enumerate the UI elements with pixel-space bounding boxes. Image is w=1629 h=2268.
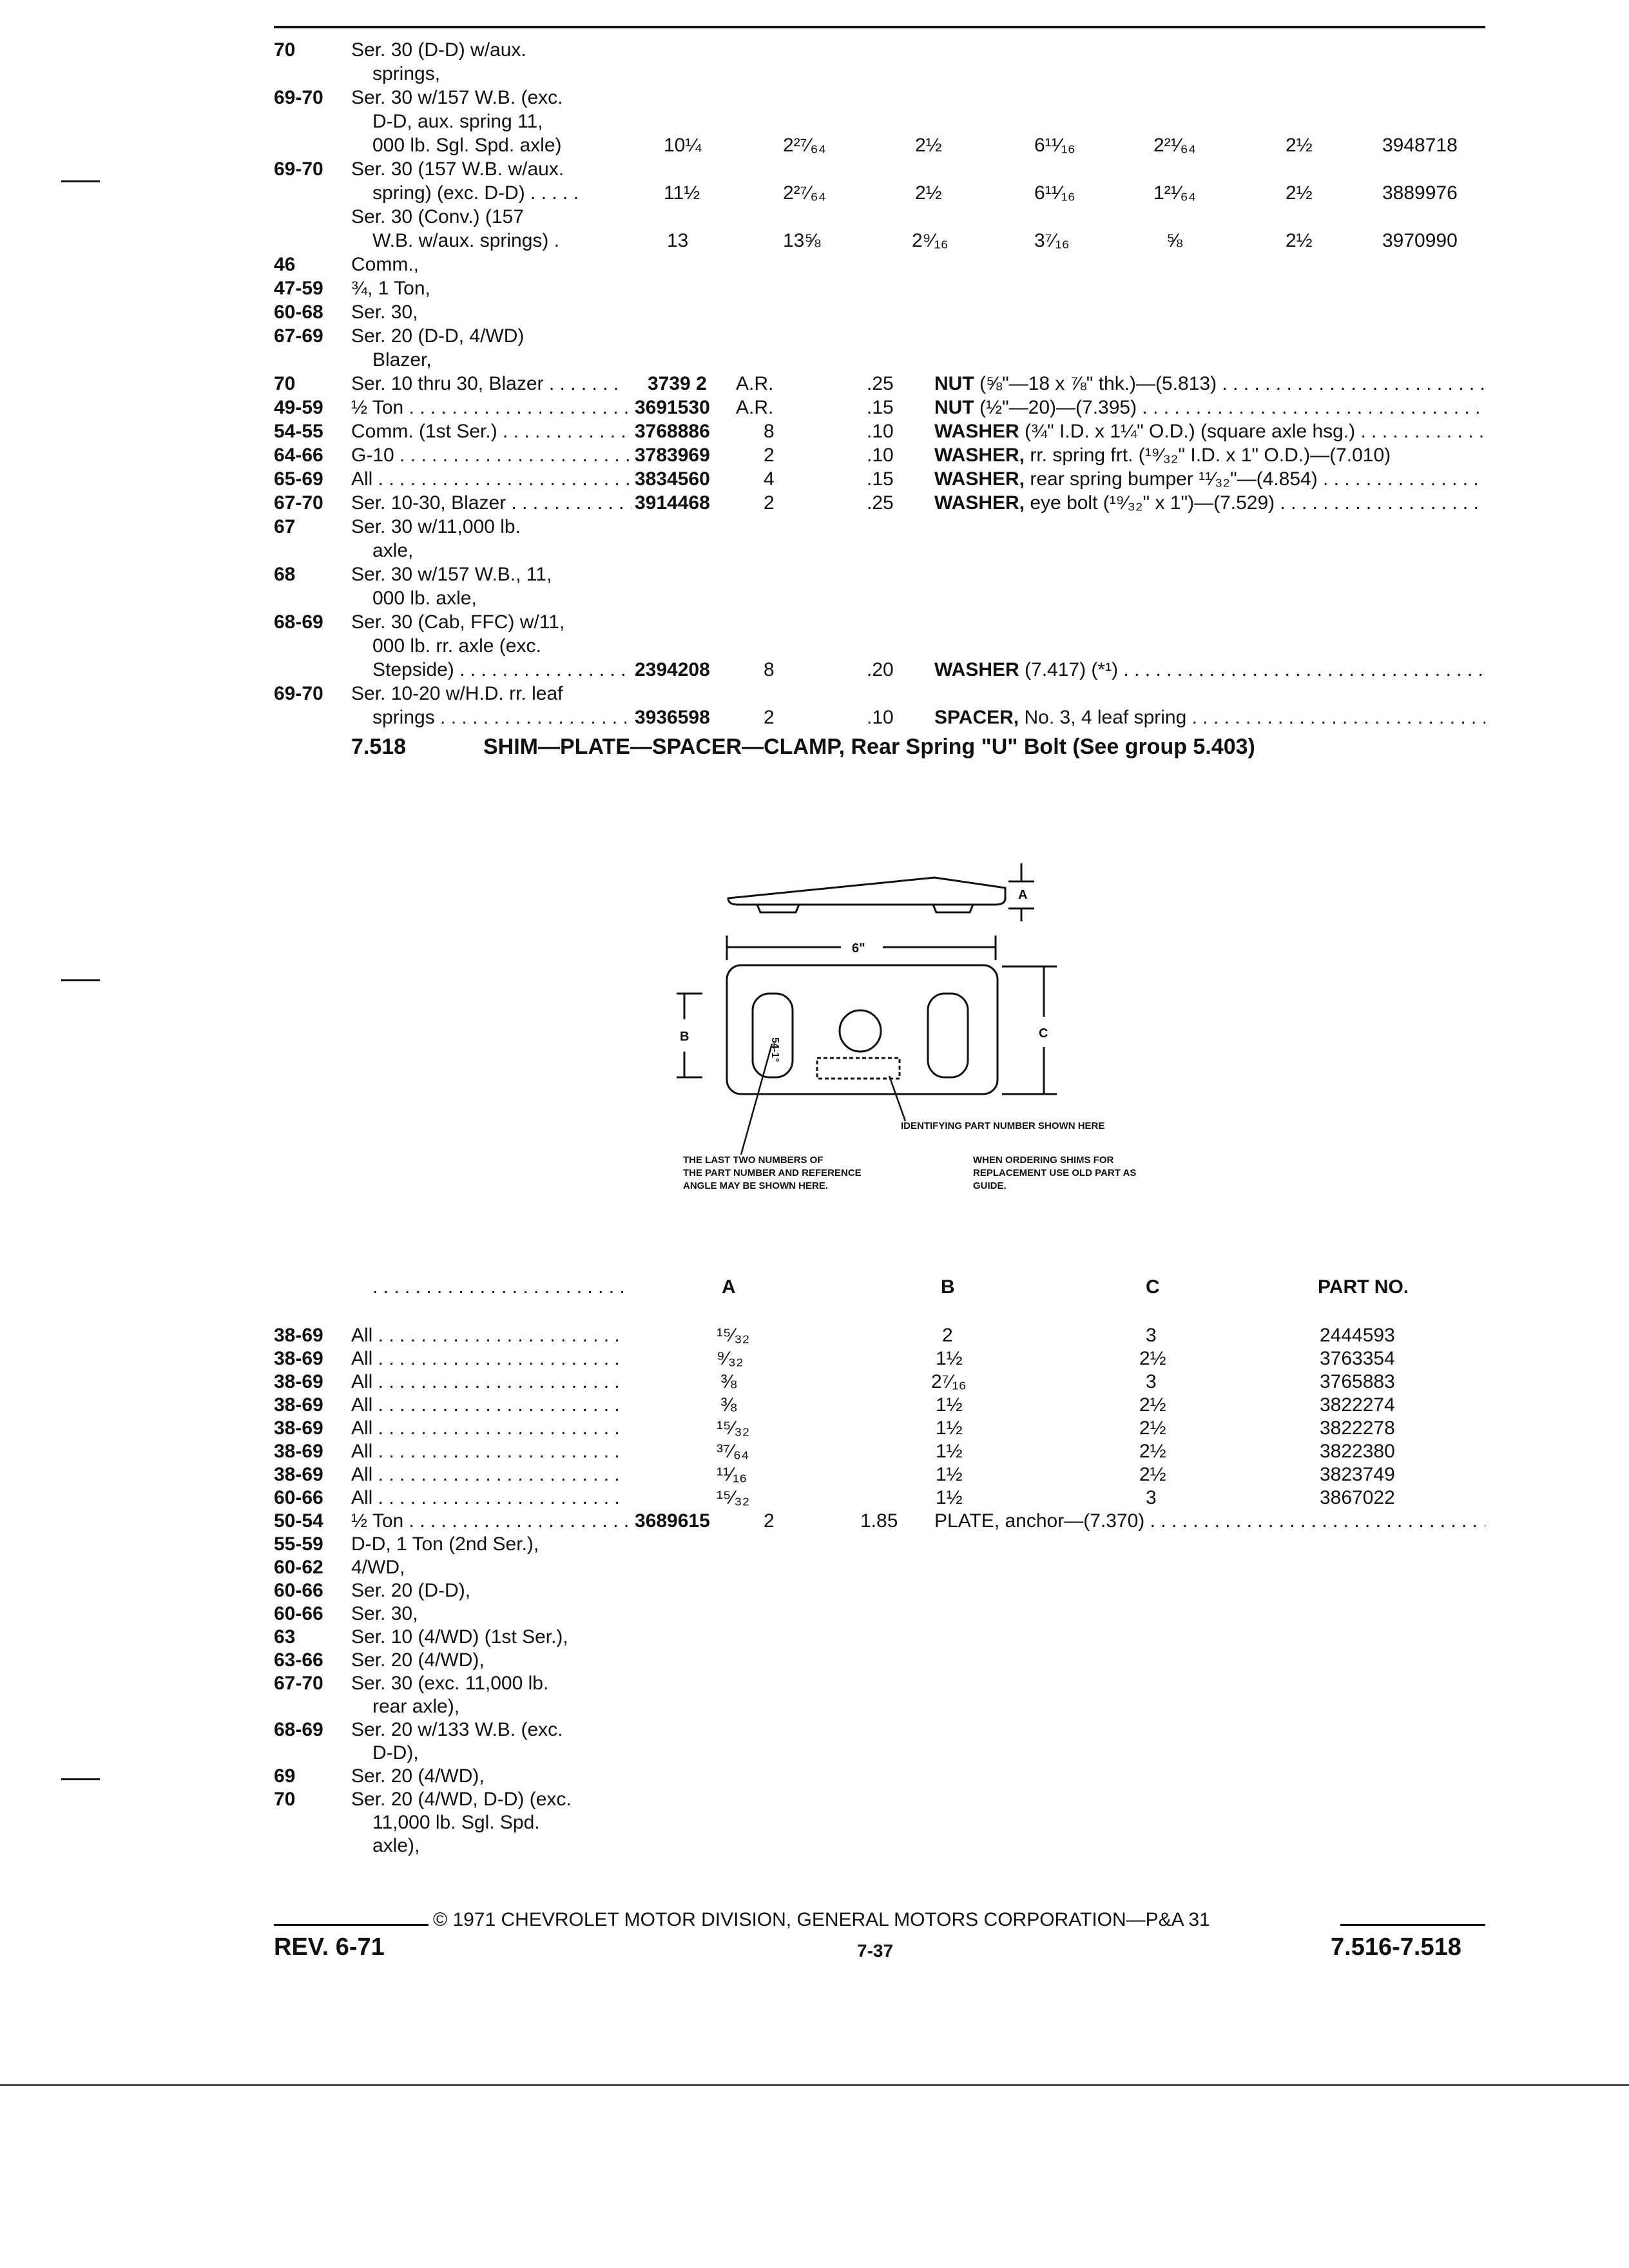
value-cell: ⅝: [1166, 230, 1183, 251]
desc-cell: Ser. 20 (4/WD, D-D) (exc.: [351, 1789, 572, 1810]
b-cell: 2⁷⁄₁₆: [931, 1371, 967, 1392]
price-cell: .20: [867, 659, 894, 680]
desc-cell: Ser. 20 w/133 W.B. (exc.: [351, 1719, 563, 1740]
desc-cell: G-10 . . .: [351, 444, 631, 467]
c-cell: 2½: [1139, 1394, 1166, 1416]
desc-cell: Ser. 20 (4/WD),: [351, 1649, 485, 1671]
shim-side-view: [728, 878, 1005, 905]
part-number: 3889976: [1382, 182, 1458, 204]
a-cell: ¹⁵⁄₃₂: [717, 1325, 750, 1346]
center-hole: [840, 1010, 881, 1052]
part-number: 3914468: [635, 492, 710, 514]
value-cell: 2⁹⁄₁₆: [912, 230, 949, 251]
desc-cell: Ser. 20 (D-D, 4/WD): [351, 325, 525, 347]
part-number: 3783969: [635, 445, 710, 466]
desc-cell: axle,: [372, 540, 414, 561]
year-cell: 70: [274, 39, 296, 61]
desc-cell: Comm. (1st Ser.) . . .: [351, 420, 631, 443]
year-cell: 64-66: [274, 445, 323, 466]
part-number: 3823749: [1320, 1464, 1395, 1485]
desc-cell: Ser. 30,: [351, 302, 418, 323]
top-rule: [274, 26, 1485, 28]
value-cell: 2½: [915, 135, 942, 156]
year-cell: 55-59: [274, 1533, 323, 1555]
value-cell: 13: [667, 230, 689, 251]
value-cell: 13⅝: [783, 230, 821, 251]
desc-cell: All . . .: [351, 1417, 622, 1440]
part-number: 3822380: [1320, 1441, 1395, 1462]
page-number: 7-37: [857, 1941, 894, 1961]
part-number: 3822278: [1320, 1418, 1395, 1439]
year-cell: 54-55: [274, 421, 323, 442]
desc-cell: Ser. 10 thru 30, Blazer . . . . .: [351, 372, 622, 396]
year-cell: 38-69: [274, 1418, 323, 1439]
header-dots: [372, 1276, 624, 1299]
part-number-box: [817, 1058, 900, 1079]
qty-cell: 4: [764, 468, 775, 490]
price-cell: .25: [867, 373, 894, 394]
b-cell: 1½: [936, 1464, 963, 1485]
year-cell: 69-70: [274, 683, 323, 704]
price-cell: .15: [867, 468, 894, 490]
desc-cell: springs,: [372, 63, 441, 84]
year-cell: 38-69: [274, 1394, 323, 1416]
slot-left: [753, 994, 793, 1077]
c-cell: 2½: [1139, 1418, 1166, 1439]
section-range: 7.516-7.518: [1331, 1934, 1461, 1961]
price-cell: .10: [867, 421, 894, 442]
note-right-2: REPLACEMENT USE OLD PART AS: [973, 1168, 1137, 1178]
identify-label: IDENTIFYING PART NUMBER SHOWN HERE: [901, 1120, 1105, 1131]
part-number: 3691530: [635, 397, 710, 418]
a-cell: ⅜: [720, 1371, 737, 1392]
value-cell: 2²⁷⁄₆₄: [783, 182, 826, 204]
desc-cell: Ser. 10 (4/WD) (1st Ser.),: [351, 1626, 568, 1648]
desc-cell: ½ Ton . . .: [351, 1510, 631, 1533]
a-cell: ¹⁵⁄₃₂: [717, 1487, 750, 1508]
desc-cell: All . . .: [351, 1324, 622, 1347]
part-number: 2394208: [635, 659, 710, 680]
value-cell: 2²⁷⁄₆₄: [783, 135, 826, 156]
part-number: 3936598: [635, 707, 710, 728]
desc-cell: All . . .: [351, 1486, 622, 1510]
year-cell: 69: [274, 1765, 296, 1787]
value-cell: 6¹¹⁄₁₆: [1034, 135, 1075, 156]
b-cell: 1½: [936, 1418, 963, 1439]
desc-cell: All . . .: [351, 1394, 622, 1417]
year-cell: 67: [274, 516, 296, 537]
value-cell: 11½: [664, 182, 700, 204]
c-cell: 3: [1146, 1325, 1157, 1346]
desc-cell: rear axle),: [372, 1696, 460, 1717]
price-cell: .15: [867, 397, 894, 418]
a-cell: ¹⁵⁄₃₂: [717, 1418, 750, 1439]
year-cell: 68-69: [274, 1719, 323, 1740]
qty-cell: A.R.: [736, 397, 774, 418]
year-cell: 46: [274, 254, 296, 275]
margin-tick: [61, 180, 100, 182]
part-name-cell: WASHER, rr. spring frt. (¹⁹⁄₃₂" I.D. x 1" O.D.)—(7.010): [934, 445, 1391, 466]
desc-cell: Blazer,: [372, 349, 432, 370]
desc-cell: Ser. 20 (D-D),: [351, 1580, 471, 1601]
desc-cell: Comm.,: [351, 254, 419, 275]
desc-cell: D-D, aux. spring 11,: [372, 111, 543, 132]
part-name-cell: WASHER (¾" I.D. x 1¼" O.D.) (square axle hsg.) . . .: [934, 420, 1485, 443]
b-cell: 1½: [936, 1348, 963, 1369]
b-cell: 1½: [936, 1441, 963, 1462]
stamp-label: 54-1°: [769, 1037, 780, 1062]
desc-cell: axle),: [372, 1835, 420, 1856]
a-cell: ⅜: [720, 1394, 737, 1416]
desc-cell: All . . .: [351, 468, 631, 491]
desc-cell: springs . . .: [372, 706, 630, 729]
year-cell: 50-54: [274, 1510, 323, 1532]
dim-a-label: A: [1018, 888, 1028, 902]
revision: REV. 6-71: [274, 1934, 385, 1961]
desc-cell: All . . .: [351, 1370, 622, 1394]
price-cell: 1.85: [860, 1510, 898, 1532]
year-cell: 49-59: [274, 397, 323, 418]
shim-diagram: [0, 850, 1629, 1237]
part-name-cell: WASHER, eye bolt (¹⁹⁄₃₂" x 1")—(7.529) . . .: [934, 492, 1485, 515]
qty-cell: 8: [764, 659, 775, 680]
part-number: 3948718: [1382, 135, 1458, 156]
year-cell: 70: [274, 1789, 296, 1810]
header-b: B: [941, 1276, 955, 1298]
year-cell: 38-69: [274, 1464, 323, 1485]
qty-cell: 8: [764, 421, 775, 442]
desc-cell: 11,000 lb. Sgl. Spd.: [372, 1812, 540, 1833]
year-cell: 60-62: [274, 1557, 323, 1578]
desc-cell: Stepside) . . .: [372, 658, 630, 682]
part-number: 3739 2: [648, 373, 707, 394]
part-number: 3970990: [1382, 230, 1458, 251]
part-name-cell: PLATE, anchor—(7.370) . . .: [934, 1510, 1485, 1533]
desc-cell: Ser. 10-30, Blazer . . .: [351, 492, 631, 515]
part-number: 3834560: [635, 468, 710, 490]
desc-cell: Ser. 30 (D-D) w/aux.: [351, 39, 526, 61]
value-cell: 2½: [1286, 182, 1313, 204]
desc-cell: Ser. 30 (Cab, FFC) w/11,: [351, 611, 565, 633]
year-cell: 65-69: [274, 468, 323, 490]
qty-cell: 2: [764, 1510, 775, 1532]
year-cell: 60-66: [274, 1580, 323, 1601]
value-cell: 2²¹⁄₆₄: [1153, 135, 1197, 156]
note-left-2: THE PART NUMBER AND REFERENCE: [683, 1168, 862, 1178]
value-cell: 3⁷⁄₁₆: [1034, 230, 1070, 251]
dim-c-label: C: [1039, 1026, 1048, 1041]
desc-cell: Ser. 30 (157 W.B. w/aux.: [351, 159, 564, 180]
header-c: C: [1146, 1276, 1160, 1298]
c-cell: 2½: [1139, 1441, 1166, 1462]
year-cell: 69-70: [274, 87, 323, 108]
desc-cell: Ser. 10-20 w/H.D. rr. leaf: [351, 683, 563, 704]
desc-cell: All . . .: [351, 1347, 622, 1370]
value-cell: 2½: [915, 182, 942, 204]
desc-cell: Ser. 30 w/157 W.B., 11,: [351, 564, 552, 585]
header-a: A: [722, 1276, 736, 1298]
desc-cell: 000 lb. axle,: [372, 588, 477, 609]
desc-cell: Ser. 30 (Conv.) (157: [351, 206, 524, 227]
value-cell: 1²¹⁄₆₄: [1153, 182, 1197, 204]
desc-cell: Ser. 30 w/157 W.B. (exc.: [351, 87, 563, 108]
copyright: © 1971 CHEVROLET MOTOR DIVISION, GENERAL MOTORS CORPORATION—P&A 31: [433, 1909, 1210, 1930]
b-cell: 2: [942, 1325, 953, 1346]
desc-cell: 000 lb. rr. axle (exc.: [372, 635, 541, 657]
year-cell: 60-66: [274, 1603, 323, 1624]
year-cell: 60-68: [274, 302, 323, 323]
header-part: PART NO.: [1318, 1276, 1409, 1298]
note-right-1: WHEN ORDERING SHIMS FOR: [973, 1155, 1114, 1166]
price-cell: .10: [867, 445, 894, 466]
year-cell: 70: [274, 373, 296, 394]
desc-cell: Ser. 20 (4/WD),: [351, 1765, 485, 1787]
c-cell: 3: [1146, 1487, 1157, 1508]
year-cell: 38-69: [274, 1325, 323, 1346]
year-cell: 38-69: [274, 1348, 323, 1369]
slot-right: [928, 994, 968, 1077]
year-cell: 38-69: [274, 1441, 323, 1462]
qty-cell: A.R.: [736, 373, 774, 394]
price-cell: .10: [867, 707, 894, 728]
year-cell: 68: [274, 564, 296, 585]
section-number: 7.518: [351, 735, 407, 759]
qty-cell: 2: [764, 707, 775, 728]
part-number: 3763354: [1320, 1348, 1395, 1369]
dim-b-label: B: [680, 1030, 689, 1044]
value-cell: 2½: [1286, 230, 1313, 251]
year-cell: 60-66: [274, 1487, 323, 1508]
desc-cell: 000 lb. Sgl. Spd. axle): [372, 135, 562, 156]
c-cell: 2½: [1139, 1464, 1166, 1485]
part-name-cell: WASHER, rear spring bumper ¹¹⁄₃₂"—(4.854) . . .: [934, 468, 1485, 491]
desc-cell: Ser. 30 (exc. 11,000 lb.: [351, 1673, 549, 1694]
price-cell: .25: [867, 492, 894, 514]
part-name-cell: SPACER, No. 3, 4 leaf spring . . .: [934, 706, 1485, 729]
c-cell: 2½: [1139, 1348, 1166, 1369]
desc-cell: All . . .: [351, 1463, 622, 1486]
year-cell: 38-69: [274, 1371, 323, 1392]
year-cell: 63: [274, 1626, 296, 1648]
section-title: SHIM—PLATE—SPACER—CLAMP, Rear Spring "U" Bolt (See group 5.403): [483, 735, 1255, 759]
year-cell: 67-69: [274, 325, 323, 347]
value-cell: 2½: [1286, 135, 1313, 156]
dim-6-label: 6": [852, 941, 865, 956]
part-number: 2444593: [1320, 1325, 1395, 1346]
b-cell: 1½: [936, 1394, 963, 1416]
part-number: 3822274: [1320, 1394, 1395, 1416]
part-name-cell: WASHER (7.417) (*¹) . . .: [934, 658, 1485, 682]
bottom-rule: [0, 2084, 1629, 2086]
a-cell: ⁹⁄₃₂: [717, 1348, 744, 1369]
desc-cell: D-D, 1 Ton (2nd Ser.),: [351, 1533, 539, 1555]
qty-cell: 2: [764, 492, 775, 514]
desc-cell: ½ Ton . . .: [351, 396, 631, 419]
margin-tick: [61, 1778, 100, 1780]
shim-top-view: [727, 965, 998, 1094]
part-number: 3768886: [635, 421, 710, 442]
year-cell: 69-70: [274, 159, 323, 180]
desc-cell: Ser. 30 w/11,000 lb.: [351, 516, 521, 537]
year-cell: 67-70: [274, 492, 323, 514]
desc-cell: spring) (exc. D-D) . . . . .: [372, 182, 579, 204]
desc-cell: 4/WD,: [351, 1557, 405, 1578]
b-cell: 1½: [936, 1487, 963, 1508]
note-left-3: ANGLE MAY BE SHOWN HERE.: [683, 1180, 829, 1191]
desc-cell: D-D),: [372, 1742, 419, 1763]
a-cell: ¹¹⁄₁₆: [717, 1464, 747, 1485]
note-right-3: GUIDE.: [973, 1180, 1007, 1191]
part-number: 3867022: [1320, 1487, 1395, 1508]
desc-cell: All . . .: [351, 1440, 622, 1463]
c-cell: 3: [1146, 1371, 1157, 1392]
part-name-cell: NUT (½"—20)—(7.395) . . .: [934, 396, 1485, 419]
part-number: 3689615: [635, 1510, 710, 1532]
year-cell: 47-59: [274, 278, 323, 299]
part-name-cell: NUT (⅝"—18 x ⅞" thk.)—(5.813) . . .: [934, 372, 1485, 396]
value-cell: 6¹¹⁄₁₆: [1034, 182, 1075, 204]
year-cell: 63-66: [274, 1649, 323, 1671]
value-cell: 10¼: [664, 135, 702, 156]
year-cell: 67-70: [274, 1673, 323, 1694]
desc-cell: Ser. 30,: [351, 1603, 418, 1624]
year-cell: 68-69: [274, 611, 323, 633]
footer-rule-left: [274, 1924, 429, 1926]
footer-rule-right: [1340, 1924, 1485, 1926]
desc-cell: ¾, 1 Ton,: [351, 278, 430, 299]
a-cell: ³⁷⁄₆₄: [717, 1441, 749, 1462]
desc-cell: W.B. w/aux. springs) .: [372, 230, 560, 251]
note-left-1: THE LAST TWO NUMBERS OF: [683, 1155, 824, 1166]
qty-cell: 2: [764, 445, 775, 466]
part-number: 3765883: [1320, 1371, 1395, 1392]
